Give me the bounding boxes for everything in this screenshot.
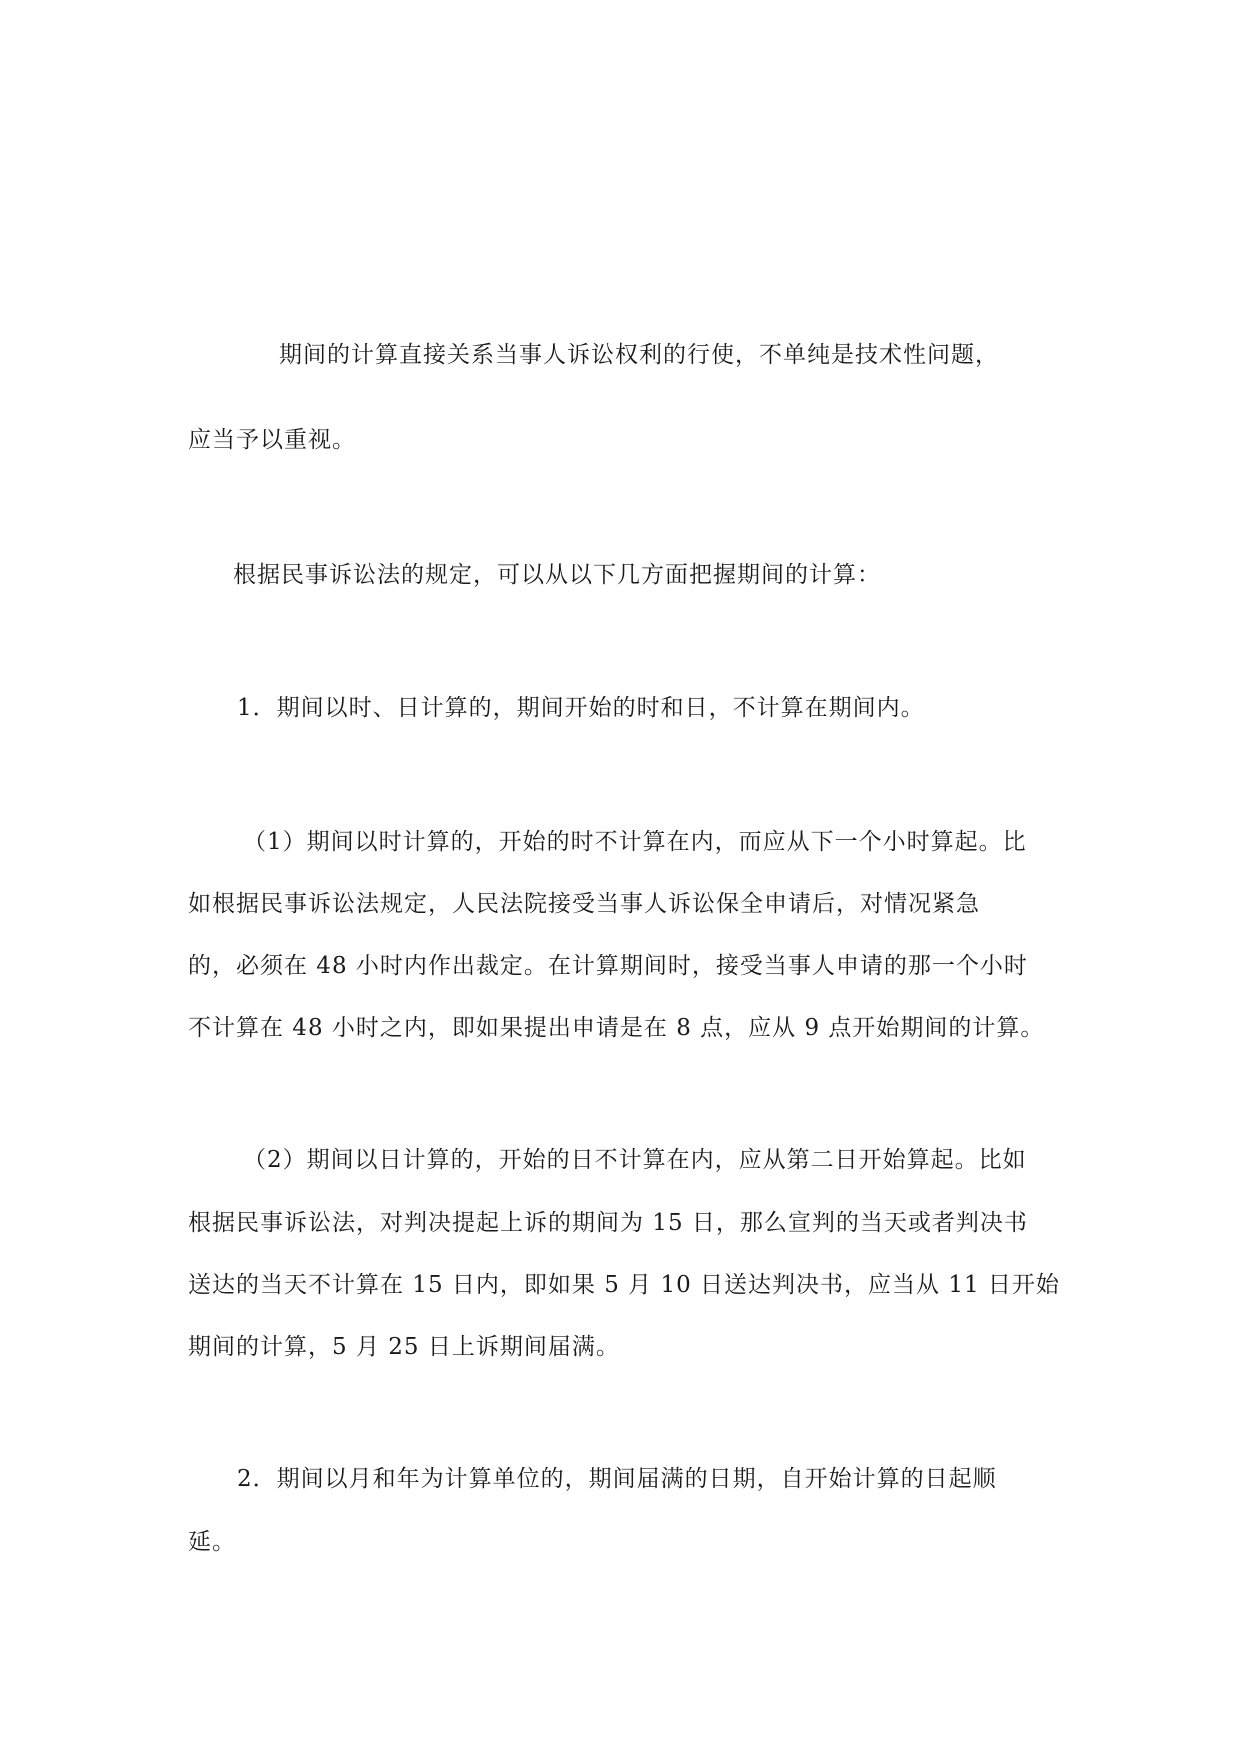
paragraph-4-line-1: （1）期间以时计算的，开始的时不计算在内，而应从下一个小时算起。比 <box>243 829 1027 855</box>
paragraph-6-line-1: 2．期间以月和年为计算单位的，期间届满的日期，自开始计算的日起顺 <box>237 1466 997 1492</box>
paragraph-1-line-2: 应当予以重视。 <box>188 427 356 453</box>
paragraph-5-line-3: 送达的当天不计算在 15 日内，即如果 5 月 10 日送达判决书，应当从 11 日开始 <box>188 1272 1060 1298</box>
paragraph-5-line-4: 期间的计算，5 月 25 日上诉期间届满。 <box>188 1334 620 1360</box>
paragraph-6-line-2: 延。 <box>188 1529 236 1555</box>
paragraph-2-line-1: 根据民事诉讼法的规定，可以从以下几方面把握期间的计算： <box>233 562 881 588</box>
paragraph-4-line-2: 如根据民事诉讼法规定，人民法院接受当事人诉讼保全申请后，对情况紧急 <box>188 891 980 917</box>
paragraph-5-line-2: 根据民事诉讼法，对判决提起上诉的期间为 15 日，那么宣判的当天或者判决书 <box>188 1210 1028 1236</box>
paragraph-4-line-3: 的，必须在 48 小时内作出裁定。在计算期间时，接受当事人申请的那一个小时 <box>188 953 1028 979</box>
paragraph-1-line-1: 期间的计算直接关系当事人诉讼权利的行使，不单纯是技术性问题， <box>279 342 999 368</box>
paragraph-4-line-4: 不计算在 48 小时之内，即如果提出申请是在 8 点，应从 9 点开始期间的计算。 <box>188 1015 1045 1041</box>
paragraph-3-line-1: 1．期间以时、日计算的，期间开始的时和日，不计算在期间内。 <box>237 695 925 721</box>
paragraph-5-line-1: （2）期间以日计算的，开始的日不计算在内，应从第二日开始算起。比如 <box>243 1147 1027 1173</box>
